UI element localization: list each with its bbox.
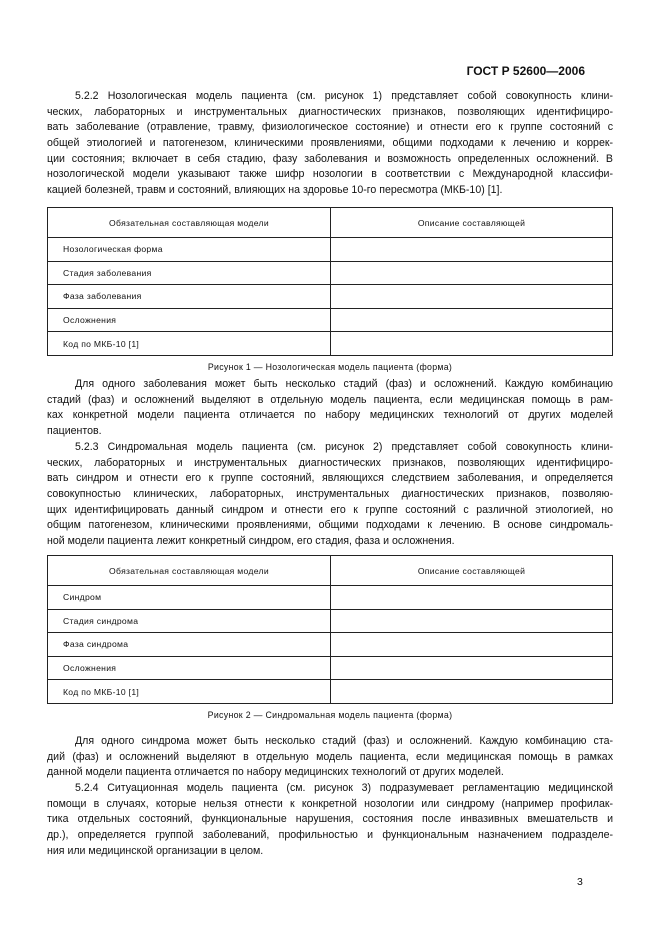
text-line: 5.2.2 Нозологическая модель пациента (см. рисунок 1) представляет собой совокупность клини- (75, 90, 613, 102)
paragraph-stages (47, 377, 613, 440)
component-cell: Код по МКБ-10 [1] (48, 332, 331, 356)
table-header-row (48, 208, 613, 238)
component-cell: Стадия синдрома (48, 609, 331, 633)
paragraph-5-2-3 (47, 440, 613, 550)
text-line: нозологической модели указывают также шифр нозологии в соответствии с Международной классифи- (47, 168, 613, 181)
component-cell: Фаза синдрома (48, 633, 331, 657)
text-line: дий (фаз) и осложнений выделяют в отдельную модель пациента, если медицинская помощь в рамках (47, 750, 613, 763)
text-line: тика отдельных состояний, функциональные нарушения, состояния после инвазивных вмешательств и (47, 813, 613, 826)
table-row (48, 586, 613, 610)
column-header: Обязательная составляющая модели (48, 208, 331, 238)
text-line: ческих, лабораторных и инструментальных диагностических признаков, позволяющих идентифициро- (47, 456, 613, 469)
component-cell: Стадия заболевания (48, 261, 331, 285)
column-header: Обязательная составляющая модели (48, 556, 331, 586)
component-cell: Синдром (48, 586, 331, 610)
text-line: помощи в случаях, которые нельзя отнести к конкретной нозологии или синдрому (например профилак- (47, 797, 613, 810)
description-cell (331, 261, 613, 285)
description-cell (331, 308, 613, 332)
paragraph-syndrome-stages (47, 734, 613, 781)
table-row (48, 308, 613, 332)
text-line: ках конкретной модели пациента отличается по набору медицинских технологий от других моделей (47, 409, 613, 422)
text-line: совокупностью клинических, лабораторных, инструментальных диагностических признаков, позволяю- (47, 488, 613, 501)
table-row (48, 332, 613, 356)
table-row (48, 680, 613, 704)
text-line: ния или медицинской организации в целом. (47, 844, 264, 857)
component-cell: Код по МКБ-10 [1] (48, 680, 331, 704)
table-row (48, 285, 613, 309)
table-row (48, 238, 613, 262)
table-row (48, 656, 613, 680)
description-cell (331, 285, 613, 309)
component-cell: Фаза заболевания (48, 285, 331, 309)
text-line: щих идентифицировать данный синдром и отнести его к группе состояний с различной этиологией, но (47, 503, 613, 516)
text-line: ческих, лабораторных и инструментальных диагностических признаков, позволяющих идентифициро- (47, 105, 613, 118)
description-cell (331, 238, 613, 262)
paragraph-5-2-4 (47, 781, 613, 859)
text-line: ной модели пациента лежит конкретный синдром, его стадия, фаза и осложнения. (47, 535, 455, 548)
text-line: вать синдром и отнести его к группе состояний, являющихся следствием заболевания, и определяется (47, 472, 613, 485)
text-line: стадий (фаз) и осложнений выделяют в отдельную модель пациента, если медицинская помощь в рам- (47, 393, 613, 406)
table-row (48, 261, 613, 285)
figure-2-table (47, 555, 613, 704)
page-number: 3 (577, 876, 583, 888)
text-line: общим патогенезом, клиническими проявлениями, общими подходами к лечению. В основе синдромаль- (47, 519, 613, 532)
component-cell: Осложнения (48, 656, 331, 680)
column-header: Описание составляющей (331, 208, 613, 238)
table-row (48, 633, 613, 657)
column-header: Описание составляющей (331, 556, 613, 586)
description-cell (331, 586, 613, 610)
document-header: ГОСТ Р 52600—2006 (466, 64, 585, 78)
text-line: пациентов. (47, 425, 102, 438)
description-cell (331, 633, 613, 657)
paragraph-5-2-2 (47, 89, 613, 199)
figure-2-caption: Рисунок 2 — Синдромальная модель пациента (форма) (207, 710, 453, 720)
description-cell (331, 656, 613, 680)
figure-1-caption: Рисунок 1 — Нозологическая модель пациента (форма) (207, 362, 453, 372)
text-line: 5.2.3 Синдромальная модель пациента (см. рисунок 2) представляет собой совокупность клини- (75, 441, 613, 453)
component-cell: Осложнения (48, 308, 331, 332)
text-line: общей этиологией и патогенезом, клиническими проявлениями, общими подходами к лечению и коррек- (47, 137, 613, 150)
component-cell: Нозологическая форма (48, 238, 331, 262)
text-line: вать заболевание (отравление, травму, физиологическое состояние) и отнести его к группе состояний с (47, 121, 613, 134)
figure-1-table (47, 207, 613, 356)
description-cell (331, 332, 613, 356)
description-cell (331, 680, 613, 704)
text-line: кацией болезней, травм и состояний, влияющих на здоровье 10-го пересмотра (МКБ-10) [1]. (47, 184, 503, 197)
text-line: данной модели пациента отличается по набору медицинских технологий от других моделей. (47, 766, 504, 779)
table-row (48, 609, 613, 633)
text-line: др.), определяется группой заболеваний, профильностью и функциональным назначением подразделе- (47, 829, 613, 842)
table-header-row (48, 556, 613, 586)
text-line: 5.2.4 Ситуационная модель пациента (см. рисунок 3) подразумевает регламентацию медицинской (75, 782, 613, 794)
text-line: ции состояния; включает в себя стадию, фазу заболевания и возможность определенных осложнений. В (47, 152, 613, 165)
description-cell (331, 609, 613, 633)
text-line: Для одного синдрома может быть несколько стадий (фаз) и осложнений. Каждую комбинацию ста- (75, 735, 613, 747)
text-line: Для одного заболевания может быть несколько стадий (фаз) и осложнений. Каждую комбинацию (75, 378, 613, 390)
